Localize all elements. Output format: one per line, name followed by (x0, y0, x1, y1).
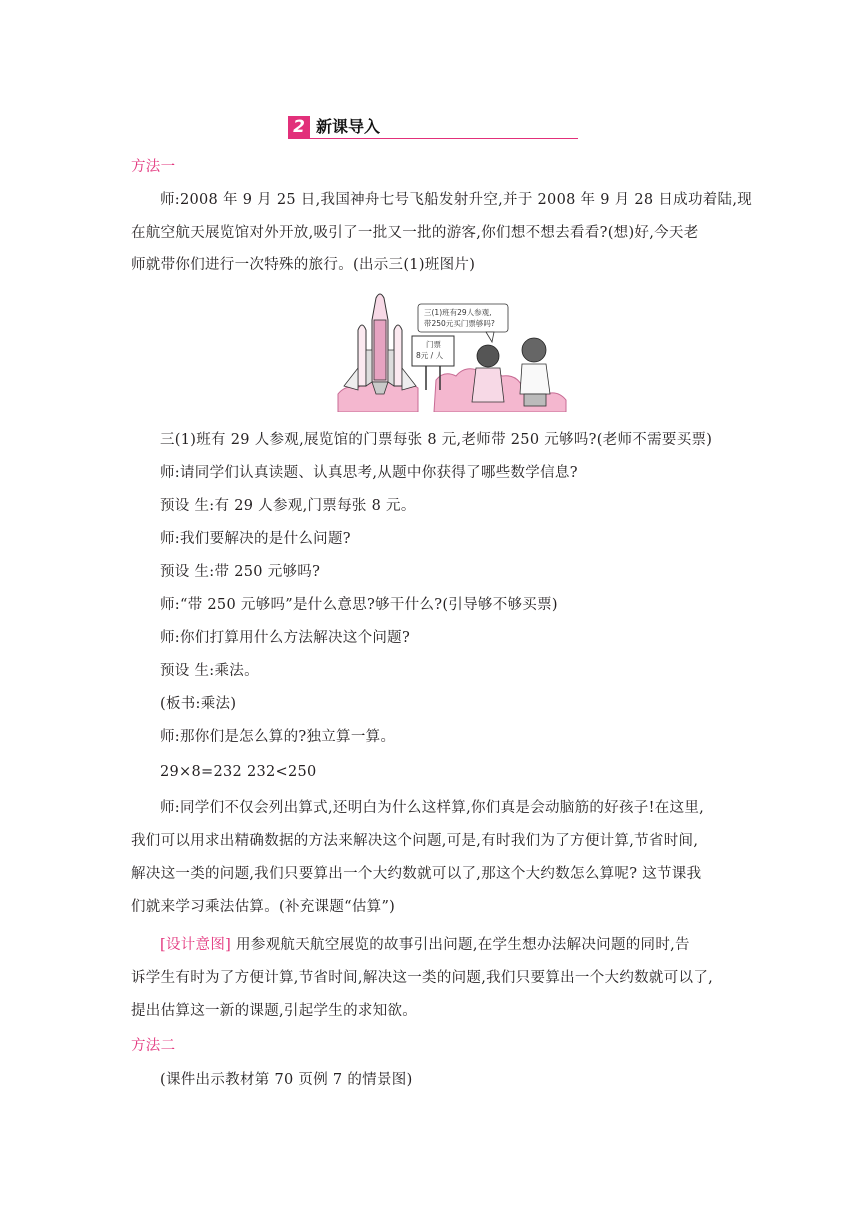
dialogue-line-2: 师:请同学们认真读题、认真思考,从题中你获得了哪些数学信息? (160, 465, 578, 481)
design-intent-line-2: 诉学生有时为了方便计算,节省时间,解决这一类的问题,我们只要算出一个大约数就可以了, (131, 970, 714, 986)
method-two-text: (课件出示教材第 70 页例 7 的情景图) (160, 1072, 413, 1088)
intro-line-1: 师:2008 年 9 月 25 日,我国神舟七号飞船发射升空,并于 2008 年 9 月 28 日成功着陆,现 (160, 192, 753, 208)
closing-line-4: 们就来学习乘法估算。(补充课题“估算”) (131, 899, 396, 915)
calculation-line: 29×8=232 232<250 (160, 764, 317, 780)
space-museum-illustration (336, 290, 568, 412)
section-title: 新课导入 (316, 117, 381, 136)
ticket-sign-label: 门票 (426, 340, 441, 349)
dialogue-line-5: 预设 生:带 250 元够吗? (160, 564, 321, 580)
closing-line-3: 解决这一类的问题,我们只要算出一个大约数就可以了,那这个大约数怎么算呢? 这节课我 (131, 866, 702, 882)
design-intent-line-1 (160, 935, 690, 955)
board-note: (板书:乘法) (160, 696, 237, 712)
speech-bubble-line-2: 带250元买门票够吗? (424, 319, 495, 328)
intro-line-2: 在航空航天展览馆对外开放,吸引了一批又一批的游客,你们想不想去看看?(想)好,今天老 (131, 225, 699, 241)
section-header (288, 116, 578, 140)
dialogue-line-3: 预设 生:有 29 人参观,门票每张 8 元。 (160, 498, 416, 514)
section-divider (288, 138, 578, 139)
dialogue-line-1: 三(1)班有 29 人参观,展览馆的门票每张 8 元,老师带 250 元够吗?(老师不需要买票) (160, 432, 713, 448)
method-two-label: 方法二 (131, 1038, 176, 1054)
closing-line-2: 我们可以用求出精确数据的方法来解决这个问题,可是,有时我们为了方便计算,节省时间, (131, 833, 699, 849)
closing-line-1: 师:同学们不仅会列出算式,还明白为什么这样算,你们真是会动脑筋的好孩子!在这里, (160, 800, 705, 816)
speech-bubble-line-1: 三(1)班有29人参观, (424, 308, 492, 317)
section-number-badge: 2 (288, 116, 310, 138)
intro-line-3: 师就带你们进行一次特殊的旅行。(出示三(1)班图片) (131, 257, 476, 273)
dialogue-line-6: 师:“带 250 元够吗”是什么意思?够干什么?(引导够不够买票) (160, 597, 558, 613)
design-intent-line-3: 提出估算这一新的课题,引起学生的求知欲。 (131, 1003, 418, 1019)
dialogue-line-7: 师:你们打算用什么方法解决这个问题? (160, 630, 411, 646)
method-one-label: 方法一 (131, 159, 176, 175)
dialogue-line-8: 预设 生:乘法。 (160, 663, 259, 679)
dialogue-line-4: 师:我们要解决的是什么问题? (160, 531, 351, 547)
ticket-sign-price: 8元 / 人 (416, 351, 444, 360)
design-intent-text-1: 用参观航天航空展览的故事引出问题,在学生想办法解决问题的同时,告 (231, 937, 690, 953)
dialogue-line-10: 师:那你们是怎么算的?独立算一算。 (160, 729, 396, 745)
design-intent-tag: [设计意图] (160, 937, 232, 953)
